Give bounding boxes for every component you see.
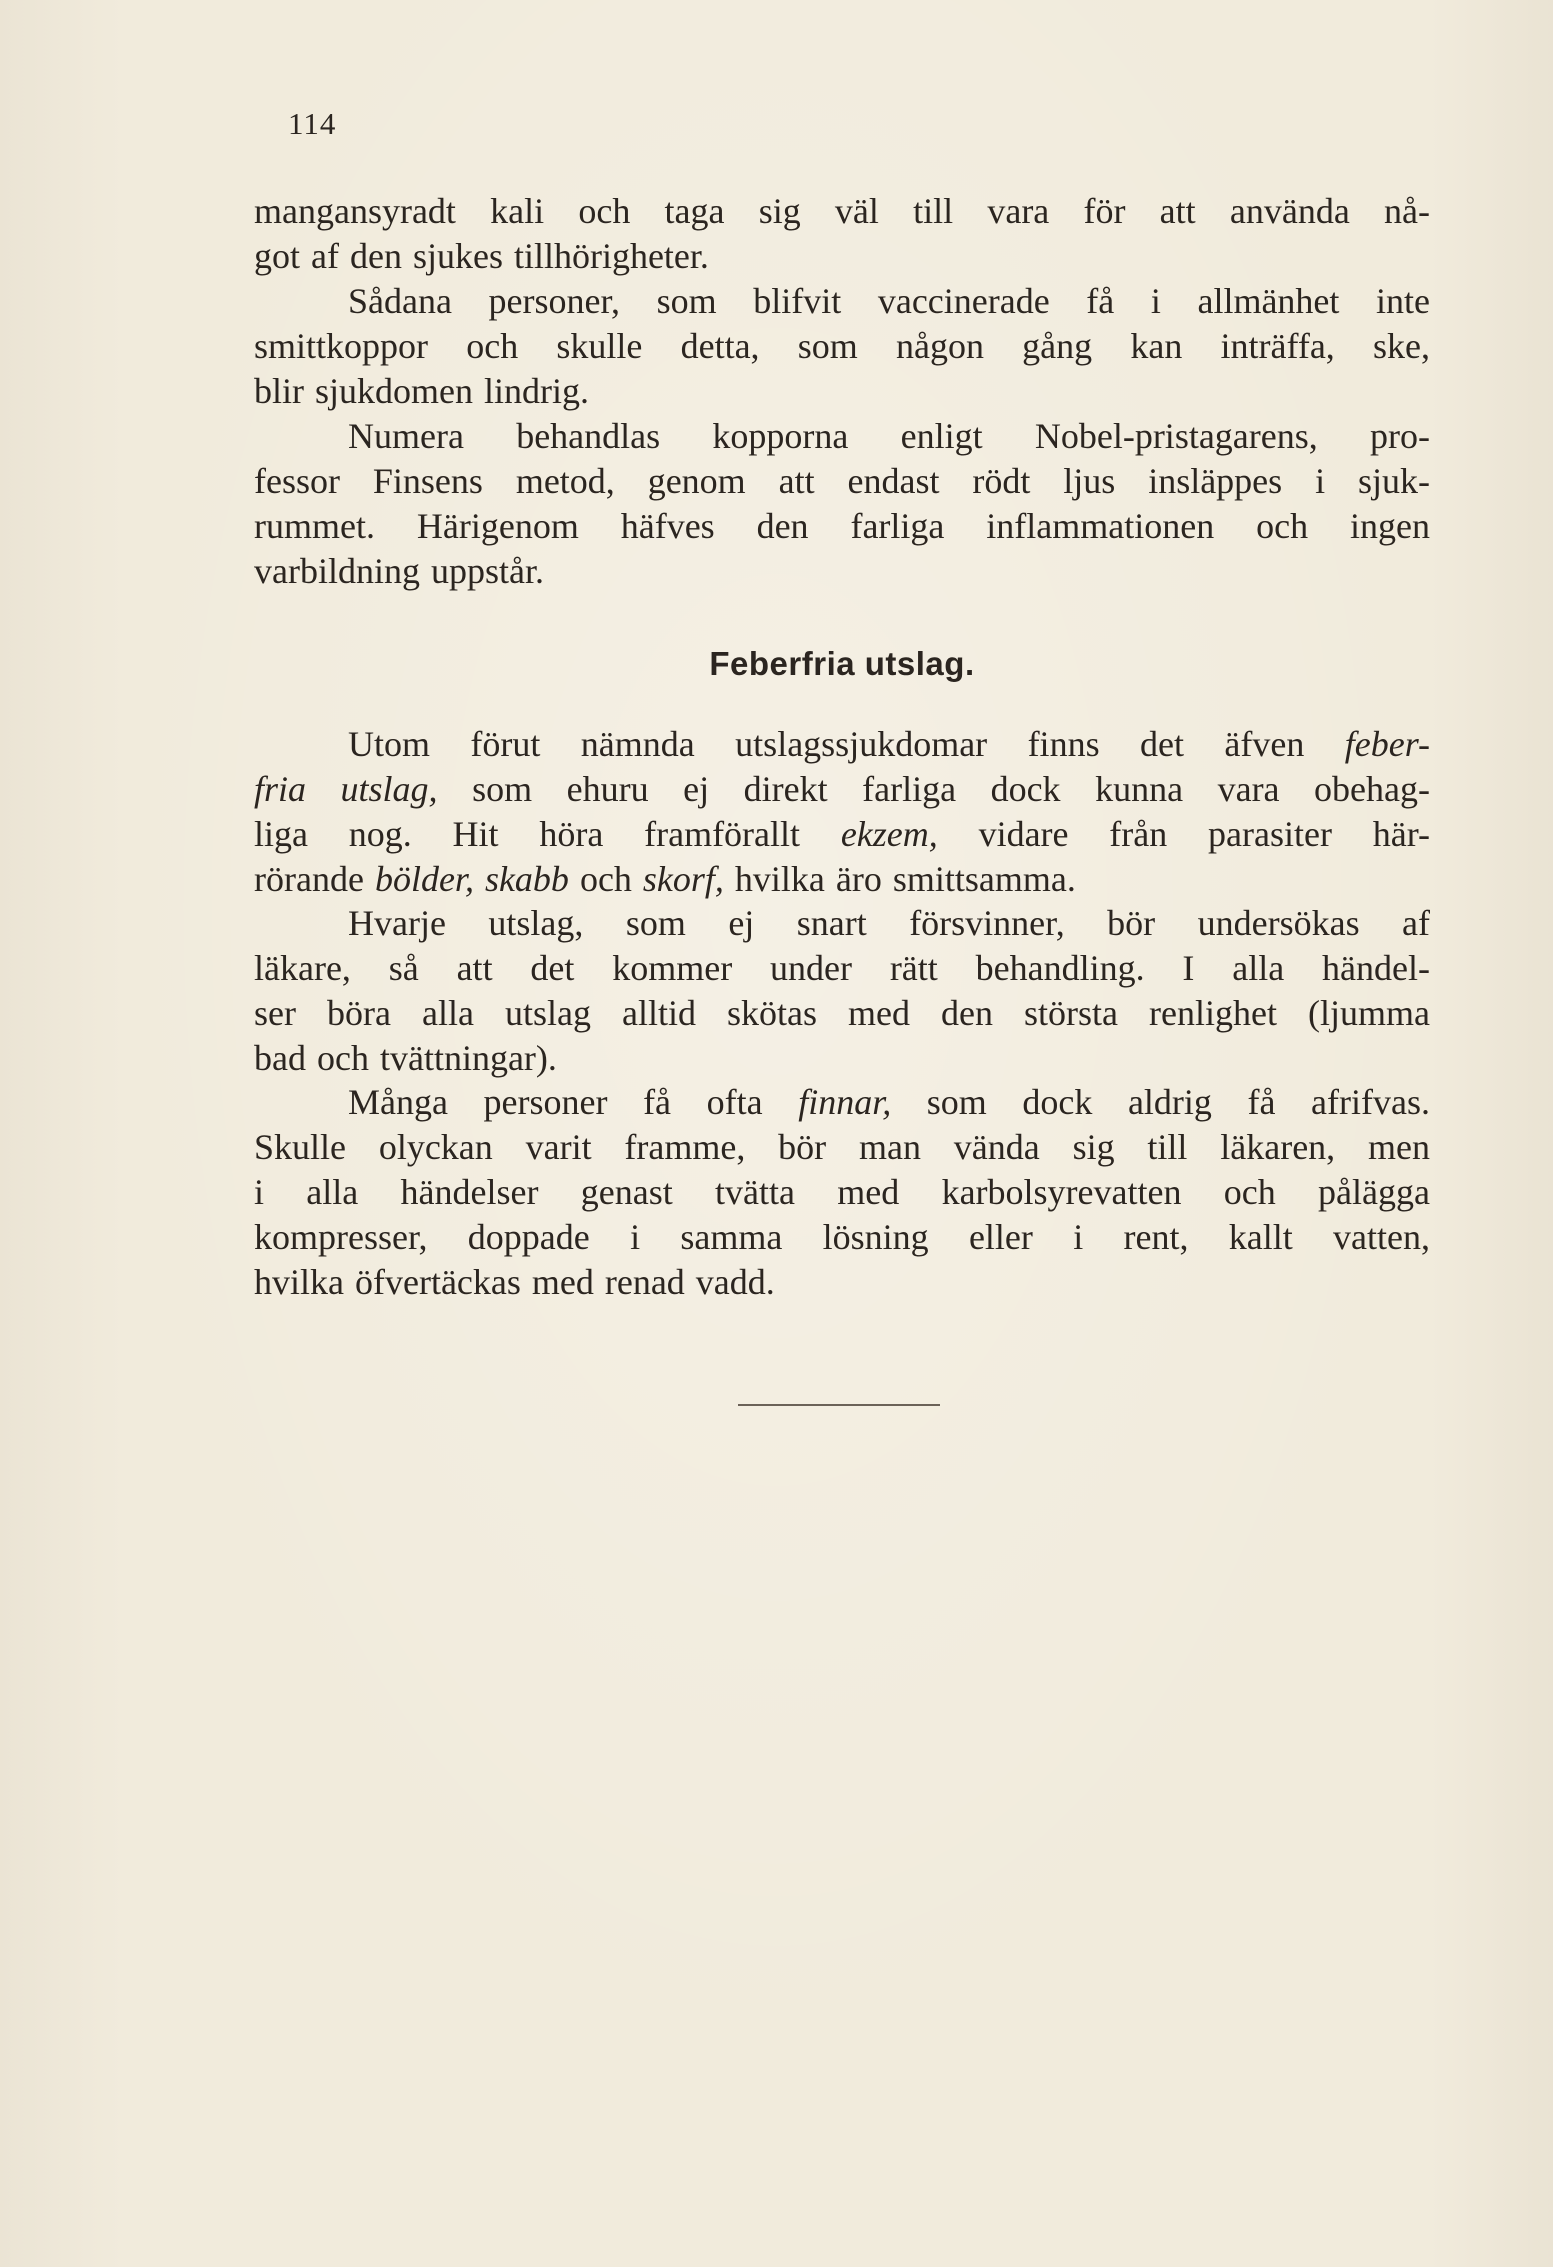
text-run: rörande	[254, 859, 375, 899]
text-run: vidare från parasiter här-	[937, 814, 1431, 854]
text-line: mangansyradt kali och taga sig väl till vara för att använda nå-	[254, 191, 1430, 231]
text-line: got af den sjukes tillhörigheter.	[254, 236, 709, 276]
paragraph-5	[254, 901, 1430, 1081]
text-run: Utom förut nämnda utslagssjukdomar finns det äfven	[348, 724, 1345, 764]
text-line	[254, 767, 1430, 812]
text-run: som ehuru ej direkt farliga dock kunna vara obehag-	[437, 769, 1431, 809]
text-line: Hvarje utslag, som ej snart försvinner, bör undersökas af	[348, 903, 1430, 943]
text-line: Numera behandlas kopporna enligt Nobel-pristagarens, pro-	[348, 416, 1430, 456]
italic-run: ekzem,	[840, 814, 938, 854]
text-run: liga nog. Hit höra framförallt	[254, 814, 841, 854]
italic-run: feber-	[1344, 724, 1430, 764]
page-number: 114	[288, 106, 337, 141]
text-line: blir sjukdomen lindrig.	[254, 371, 589, 411]
italic-run: skabb	[484, 859, 569, 899]
text-line: i alla händelser genast tvätta med karbolsyrevatten och pålägga	[254, 1172, 1430, 1212]
text-run: och	[568, 859, 643, 899]
text-run: Många personer få ofta	[348, 1082, 799, 1122]
text-line: varbildning uppstår.	[254, 551, 544, 591]
paragraph-3	[254, 414, 1430, 594]
text-line: Skulle olyckan varit framme, bör man vända sig till läkaren, men	[254, 1127, 1430, 1167]
text-line: ser böra alla utslag alltid skötas med den största renlighet (ljumma	[254, 993, 1430, 1033]
text-run: hvilka äro smittsamma.	[723, 859, 1076, 899]
text-line	[254, 857, 1430, 902]
text-line: rummet. Härigenom häfves den farliga inflammationen och ingen	[254, 506, 1430, 546]
text-line: Sådana personer, som blifvit vaccinerade få i allmänhet inte	[348, 281, 1430, 321]
paragraph-1	[254, 189, 1430, 279]
italic-run: finnar,	[798, 1082, 892, 1122]
italic-run: skorf,	[642, 859, 724, 899]
section-heading: Feberfria utslag.	[709, 645, 975, 682]
paragraph-4	[254, 722, 1430, 902]
section-divider	[738, 1404, 940, 1406]
text-line: bad och tvättningar).	[254, 1038, 557, 1078]
text-line: läkare, så att det kommer under rätt behandling. I alla händel-	[254, 948, 1430, 988]
text-line	[254, 812, 1430, 857]
paragraph-2	[254, 279, 1430, 414]
text-line: kompresser, doppade i samma lösning eller i rent, kallt vatten,	[254, 1217, 1430, 1257]
paragraph-6	[254, 1080, 1430, 1305]
text-line: fessor Finsens metod, genom att endast rödt ljus insläppes i sjuk-	[254, 461, 1430, 501]
text-line	[254, 1080, 1430, 1125]
text-run	[474, 859, 485, 899]
text-run: som dock aldrig få afrifvas.	[891, 1082, 1430, 1122]
italic-run: fria utslag,	[254, 769, 438, 809]
text-line	[254, 722, 1430, 767]
italic-run: bölder,	[374, 859, 474, 899]
text-line: smittkoppor och skulle detta, som någon gång kan inträffa, ske,	[254, 326, 1430, 366]
text-line: hvilka öfvertäckas med renad vadd.	[254, 1262, 775, 1302]
